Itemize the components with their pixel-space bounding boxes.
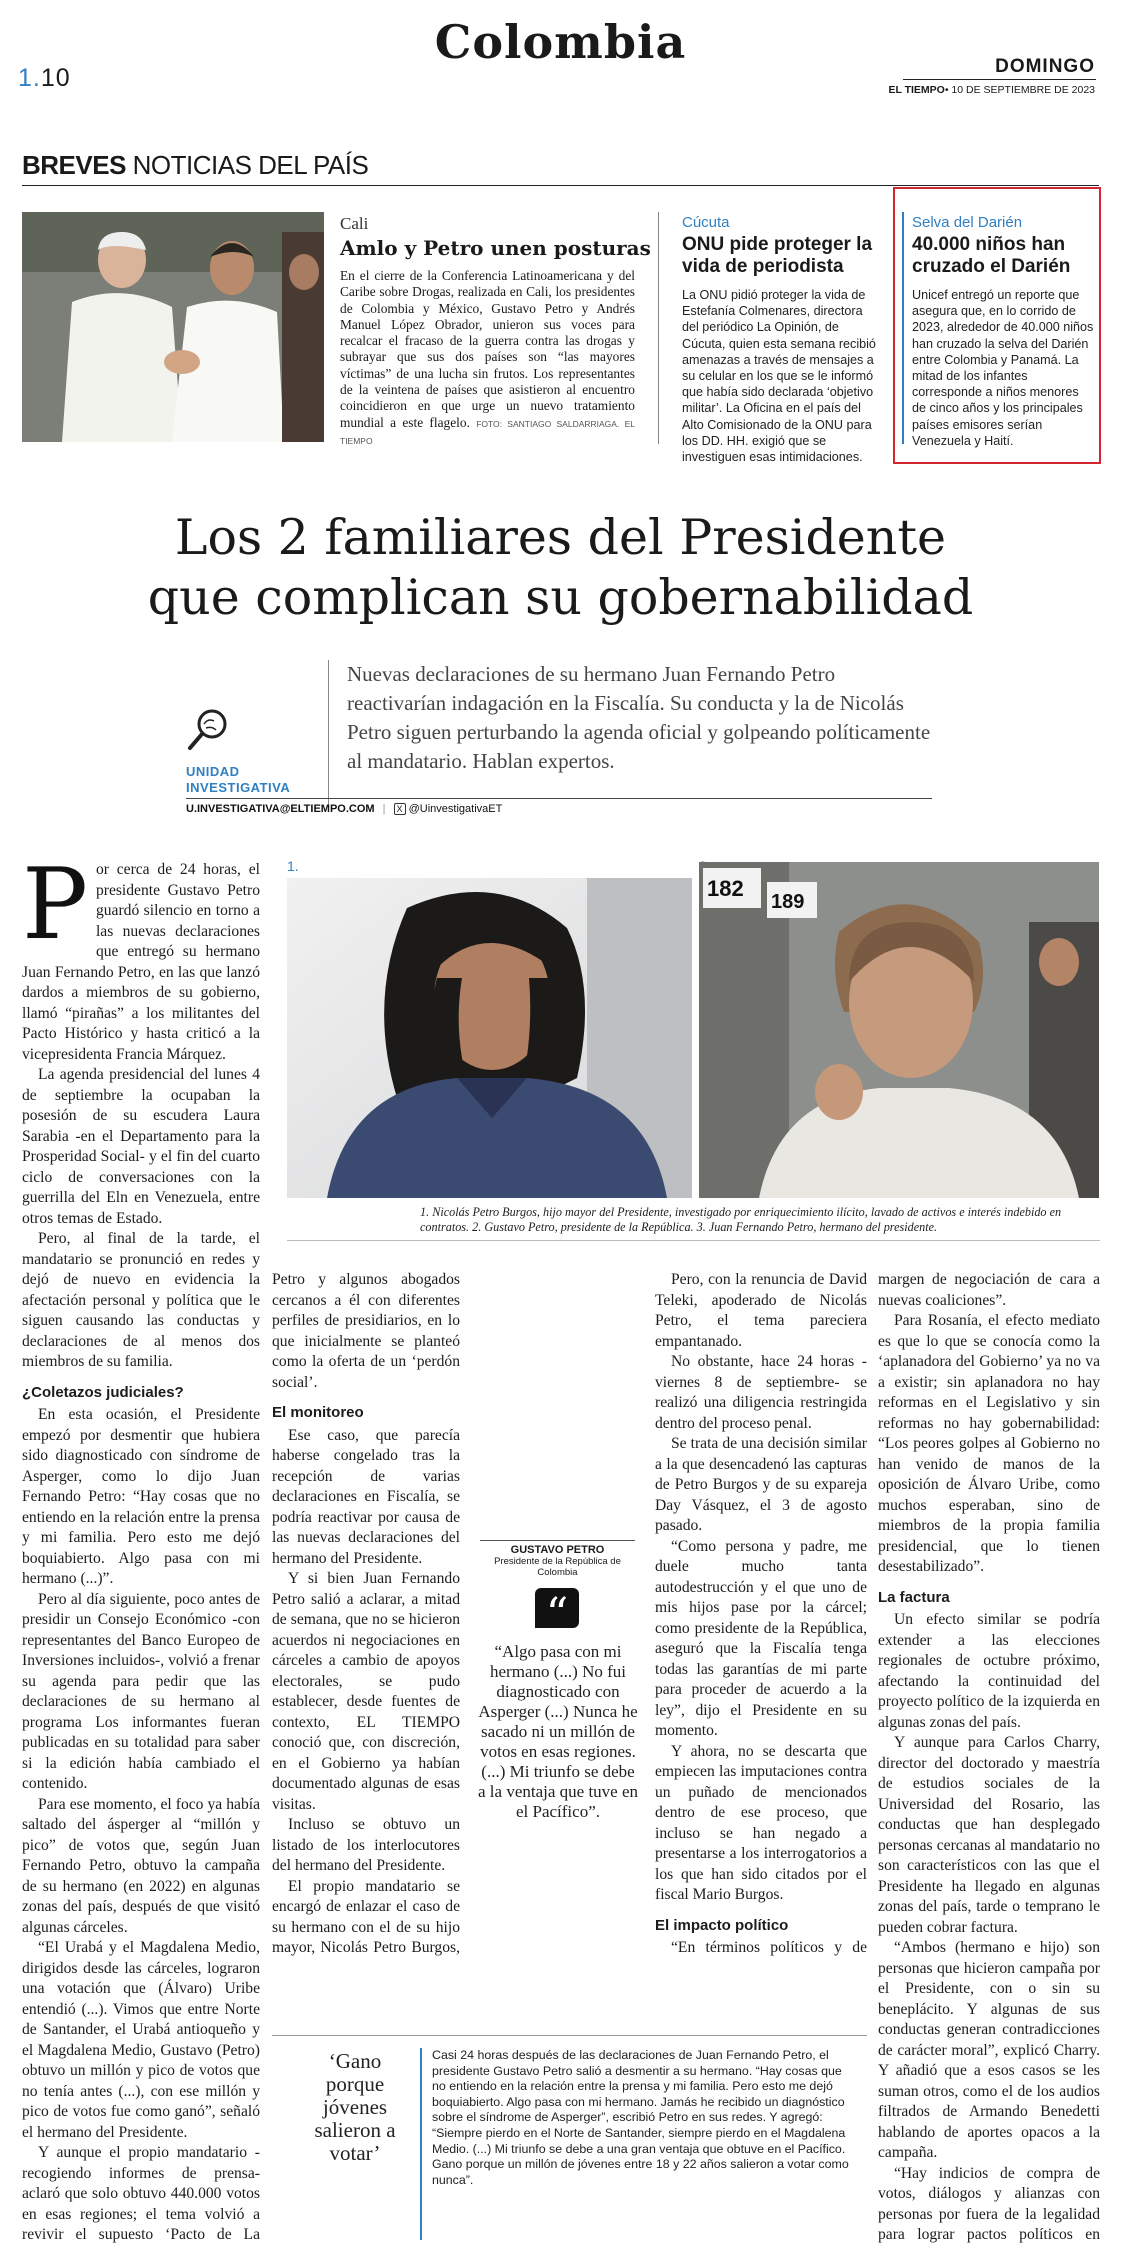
article-paragraph: Y ahora, no se descarta que empiecen las imputaciones contra un puñado de mencionados dentro de ese proceso, que incluso se han negado a presentarse a los interrogatorios a los que han sido citados por el fiscal Mario Burgos. [655, 1742, 867, 1903]
headline-line-2: que complican su gobernabilidad [147, 569, 974, 626]
article-paragraph: “Como persona y padre, me duele mucho tanta autodestrucción y el que uno de mis hijos pase por la cárcel; como presidente de la República, aseguró que la Fiscalía tenga todas las garantías de mi parte para proceder de acuerdo a la ley”, dijo el Presidente en su momento. [655, 1537, 867, 1739]
email-link[interactable]: U.INVESTIGATIVA@ELTIEMPO.COM [186, 803, 375, 815]
dropcap: P [22, 860, 88, 962]
unit-line-1: UNIDAD [186, 764, 240, 779]
brief-place: Cúcuta [682, 214, 730, 231]
article-paragraph: Y aunque el propio mandatario -recogiendo informes de prensa- aclaró que solo obtuvo 440.000 votos en esas regiones; el tema volvió a revivir el supuesto ‘Pacto de La [22, 2144, 260, 2243]
article-lead: or cerca de 24 horas, el presidente Gustavo Petro guardó silencio en torno a las nuevas declaraciones que entregó su hermano Juan Fernando Petro, en las que lanzó dardos a miembros de su gobierno, llamó “pirañas” a los militantes del Pacto Histórico y hasta criticó a la vicepresidenta Francia Márquez. [22, 861, 260, 1063]
breves-label-rest: NOTICIAS DEL PAÍS [125, 150, 369, 180]
article-paragraph: Pero, con la renuncia de David Teleki, apoderado de Nicolás Petro, el tema pareciera empantanado. [655, 1271, 867, 1350]
portrait-petro-brother [699, 862, 1099, 1198]
quote-role: Presidente de la República de Colombia [494, 1556, 621, 1578]
article-paragraph: Pero, al final de la tarde, el mandatario se pronunció en redes y dejó de nuevo en evidencia la afectación personal y política que le siguen causando las conductas y declaraciones de al menos dos miembros de su familia. [22, 1230, 260, 1370]
bottom-box-rule [272, 2035, 867, 2036]
article-column-1 [22, 860, 260, 2245]
header-date: • 10 DE SEPTIEMBRE DE 2023 [944, 84, 1095, 96]
article-column-4 [878, 1270, 1100, 2245]
portrait-nicolas [287, 878, 692, 1198]
page-number-value: 10 [40, 64, 71, 92]
page-number-prefix: 1. [18, 64, 41, 92]
breves-label [22, 150, 368, 181]
photo-credit: FOTO: SANTIAGO SALDARRIAGA. EL TIEMPO [340, 418, 635, 446]
brief-title: ONU pide proteger la vida de periodista [682, 234, 873, 277]
photo-gustavo-petro [699, 862, 1099, 1198]
brief-body-text: En el cierre de la Conferencia Latinoamericana y del Caribe sobre Drogas, realizada en Cali, los presidentes de Colombia y México, Gustavo Petro y Andrés Manuel López Obrador, unieron sus voces para recalcar el fracaso de la guerra contra las drogas y subrayar que sus dos países son “las mayores víctimas” de una lucha sin frutos. Los representantes de la veintena de países que asistieron al encuentro coincidieron en que urge un nuevo tratamiento mundial a este flagelo. [340, 268, 635, 430]
byline-rule [186, 798, 932, 799]
article-paragraph: “Hay indicios de compra de votos, diálogos y alianzas con personas por fuera de la legalidad para lograr pactos políticos en [878, 2164, 1100, 2243]
photo-caption: 1. Nicolás Petro Burgos, hijo mayor del Presidente, investigado por enriquecimiento ilícito, lavado de activos e interés indebido en contratos. 2. Gustavo Petro, presidente de la República. 3. Juan Fernando Petro, hermano del presidente. [420, 1205, 1062, 1234]
headline-deck: Nuevas declaraciones de su hermano Juan Fernando Petro reactivarían indagación en la Fiscalía. Su conducta y la de Nicolás Petro siguen perturbando la agenda oficial y golpeando políticamente al mandatario. Hablan expertos. [347, 662, 931, 773]
brief-body: Unicef entregó un reporte que asegura que, en lo corrido de 2023, alrededor de 40.000 niños han cruzado la selva del Darién entre Colombia y Panamá. La mitad de los infantes corresponde a niños menores de cinco años y los principales países emisores serían Venezuela y Haití. [912, 288, 1094, 448]
photo-label-1: 1. [287, 858, 299, 874]
handshake-illustration [22, 212, 324, 442]
article-paragraph: La agenda presidencial del lunes 4 de septiembre la ocupaban la posesión de su escudera Laura Sarabia -en el Departamento para la Prosperidad Social- y el fin del cuarto ciclo de conversaciones con la guerrilla del Eln en Venezuela, entre otros temas de Estado. [22, 1066, 260, 1227]
paper-name: EL TIEMPO [888, 84, 945, 96]
breves-rule [22, 185, 1099, 186]
brief-place: Cali [340, 214, 369, 233]
article-paragraph: En esta ocasión, el Presidente empezó por desmentir que hubiera sido diagnosticado con síndrome de Asperger, como lo dijo Juan Fernando Petro: “Hay cosas que no entiendo en la relación entre la prensa y mi familia. Pero esto me dejó boquiabierto. Algo pasa con mi hermano (...)”. [22, 1406, 260, 1587]
article-paragraph: Para ese momento, el foco ya había saltado del ásperger al “millón y pico” de votos que, según Juan Fernando Petro, obtuvo la campaña de su hermano (en 2022) en algunas zonas del país, después de que visitó algunas cárceles. [22, 1795, 260, 1936]
unit-name [186, 764, 290, 796]
section-title: Colombia [434, 15, 687, 69]
social-handle-link[interactable]: @UinvestigativaET [408, 803, 503, 815]
quote-name: GUSTAVO PETRO [480, 1540, 635, 1556]
quote-mark-icon: “ [535, 1588, 579, 1628]
headline-line-1: Los 2 familiares del Presidente [174, 509, 947, 566]
subhead-impacto: El impacto político [655, 1916, 789, 1934]
brief-body-cali [340, 268, 635, 449]
bottom-text: Casi 24 horas después de las declaraciones de Juan Fernando Petro, el presidente Gustavo Petro salió a desmentir a su hermano. “Hay cosas que no entiendo en la relación entre la prensa y mi familia. Pero esto me dejó boquiabierto. Algo pasa con mi hermano. Jamás he recibido un diagnóstico sobre el síndrome de Asperger”, escribió Petro en sus redes. Y agregó: “Siempre pierdo en el Norte de Santander, siempre pierdo en el Magdalena Medio. (...) Mi triunfo se debe a una gran ventaja que obtuve en el Pacífico. Gano porque un millón de jóvenes entre 18 y 22 años salieron a votar como nunca”. [432, 2048, 849, 2187]
article-paragraph: Y aunque para Carlos Charry, director del doctorado y maestría de estudios sociales de la Universidad del Rosario, las conductas que han desplegado personas cercanas al mandatario no son característicos con las que el Presidente ha llegado en algunas zonas del país, tarde o temprano le pueden cobrar factura. [878, 1734, 1100, 1936]
article-column-3 [655, 1270, 867, 1960]
bottom-divider [420, 2048, 422, 2240]
article-paragraph: Para Rosanía, el efecto mediato es que lo que se conocía como la ‘aplanadora del Gobierno’ ya no va a existir; sin aplanadora no hay reformas en el Legislativo y sin reformas no hay gobernabilidad: “Los peores golpes al Gobierno no han venido de manos de la oposición de Álvaro Uribe, como muchos esperaban, sino de miembros de la propia familia presidencial, que lo tienen desestabilizado”. [878, 1312, 1100, 1575]
subhead-coletazos: ¿Coletazos judiciales? [22, 1383, 184, 1401]
photo-nicolas-petro [287, 878, 692, 1198]
header-day: DOMINGO [995, 56, 1095, 77]
brief-place: Selva del Darién [912, 214, 1023, 231]
article-paragraph: El propio mandatario se encargó de enlazar el caso de su hermano con el de su hijo mayor, Nicolás Petro Burgos, [272, 1877, 460, 1956]
breves-label-bold: BREVES [22, 150, 126, 180]
article-paragraph: Se trata de una decisión similar a la que desencadenó las capturas de Petro Burgos y de su expareja Day Vásquez, el 3 de agosto pasado. [655, 1435, 867, 1534]
magnifier-icon [186, 708, 230, 756]
article-paragraph: No obstante, hace 24 horas -viernes 8 de septiembre- se realizó una diligencia restringida dentro del proceso penal. [655, 1353, 867, 1432]
brief-divider [658, 212, 659, 444]
article-paragraph: “Ambos (hermano e hijo) son personas que hicieron campaña por el Presidente, con o sin su beneplácito. Y algunas de sus conductas generan contradicciones de carácter moral”, explicó Charry. Y añadió que a esos casos se les suman otros, como el de los audios filtrados de Armando Benedetti hablando de aportes opacos a la campaña. [878, 1939, 1100, 2161]
header-rule [903, 79, 1096, 80]
article-paragraph: Pero al día siguiente, poco antes de presidir un Consejo Económico -con representantes del Banco Europeo de Inversiones incluidos-, volvió a frenar su agenda para pedir que las declaraciones de su hermano al programa Los informantes fueran publicadas en su totalidad para saber si la edición había cambiado el contenido. [22, 1590, 260, 1792]
bottom-pull-quote: ‘Gano porque jóvenes salieron a votar’ [314, 2049, 396, 2165]
x-icon: X [394, 803, 406, 815]
article-paragraph: margen de negociación de cara a nuevas coaliciones”. [878, 1271, 1100, 1309]
quote-text: “Algo pasa con mi hermano (...) No fui diagnosticado con Asperger (...) Nunca he sacado ni un millón de votos en esas regiones. (...) Mi triunfo se debe a la ventaja que tuve en el Pacífico”. [478, 1642, 639, 1821]
byline: U.INVESTIGATIVA@ELTIEMPO.COM | X @UinvestigativaET [186, 803, 503, 815]
brief-divider [902, 212, 904, 444]
sign-182: 182 [707, 876, 744, 901]
article-paragraph: Y si bien Juan Fernando Petro salió a aclarar, a mitad de semana, que no se hicieron acuerdos ni negociaciones en cárceles a cambio de apoyos electorales, se pudo establecer, desde fuentes de contexto, EL TIEMPO conoció que, con discreción, en el Gobierno ya habían documentado algunas de esas visitas. [272, 1570, 460, 1813]
subhead-factura: La factura [878, 1588, 950, 1606]
brief-title: Amlo y Petro unen posturas [340, 236, 651, 260]
unit-line-2: INVESTIGATIVA [186, 780, 291, 795]
brief-photo-amlo-petro [22, 212, 324, 442]
main-headline [0, 508, 1121, 628]
caption-rule [287, 1240, 1100, 1241]
article-paragraph: “El Urabá y el Magdalena Medio, dirigidos desde las cárceles, lograron una votación que (Álvaro) Uribe entendió (...). Vimos que entre Norte de Santander, el Urabá antioqueño y el Magdalena Medio, Gustavo (Petro) obtuvo un millón y pico de votos que no tenía antes (...), con ese millón y pico de votos fue como ganó”, señaló el hermano del Presidente. [22, 1939, 260, 2141]
header-dateline [888, 84, 1095, 96]
article-paragraph: Un efecto similar se podría extender a las elecciones regionales de octubre próximo, afectando la continuidad del proyecto político de la izquierda en algunas zonas del país. [878, 1611, 1100, 1731]
article-paragraph: “En términos políticos y de [671, 1939, 867, 1956]
article-paragraph: Incluso se obtuvo un listado de los interlocutores del hermano del Presidente. [272, 1816, 460, 1874]
article-paragraph: Ese caso, que parecía haberse congelado tras la recepción de varias declaraciones en Fiscalía, se podría reactivar por causa de las nuevas declaraciones del hermano del Presidente. [272, 1426, 460, 1567]
brief-title: 40.000 niños han cruzado el Darién [912, 234, 1071, 277]
article-column-2 [272, 1270, 460, 1960]
article-paragraph: Petro y algunos abogados cercanos a él con diferentes perfiles de presidiarios, en lo que inicialmente se planteó como la oferta de un ‘perdón social’. [272, 1271, 460, 1391]
sign-189: 189 [771, 891, 805, 913]
brief-body: La ONU pidió proteger la vida de Estefanía Colmenares, directora del periódico La Opinión, de Cúcuta, quien esta semana recibió amenazas a través de mensajes a su celular en los que se le informó que había sido declarada ‘objetivo militar’. La Oficina en el país del Alto Comisionado de la ONU para los DD. HH. exigió que se investiguen esas intimidaciones. [682, 288, 876, 465]
deck-divider [328, 660, 329, 805]
unit-icon [186, 708, 230, 760]
subhead-monitoreo: El monitoreo [272, 1404, 364, 1421]
